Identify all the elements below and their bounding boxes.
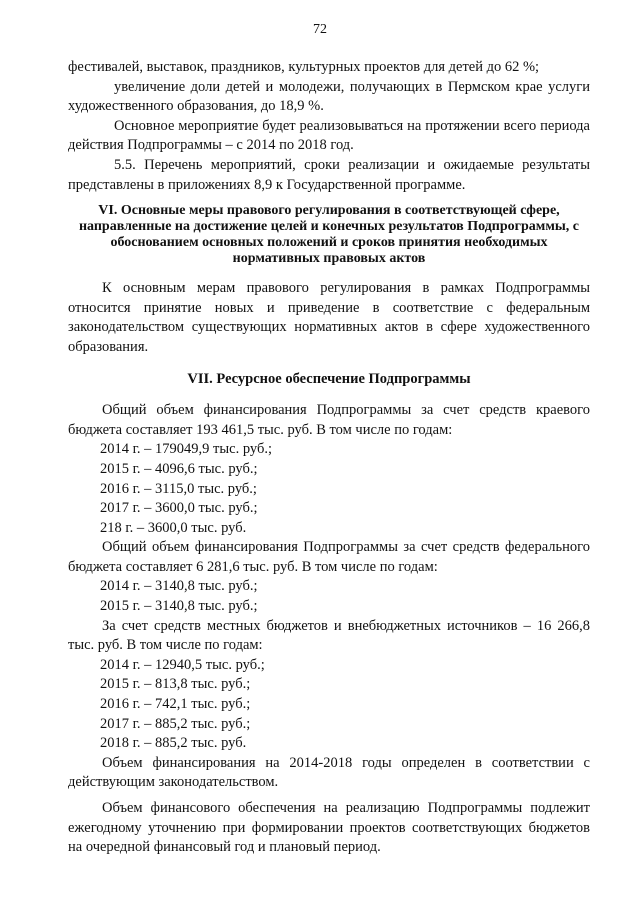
paragraph-local-funding: За счет средств местных бюджетов и внебюджетных источников – 16 266,8 тыс. руб. В том числе по годам: (68, 617, 590, 654)
paragraph-increase-share: увеличение доли детей и молодежи, получающих в Пермском крае услуги художественного образования, до 18,9 %. (68, 78, 590, 115)
paragraph-main-event: Основное мероприятие будет реализовываться на протяжении всего периода действия Подпрограммы – с 2014 по 2018 год. (68, 117, 590, 154)
local-years-list (68, 656, 590, 754)
paragraph-legal-measures: К основным мерам правового регулирования в рамках Подпрограммы относится принятие новых и приведение в соответствие с федеральным законодательством существующих нормативных актов в сфере художественного образования. (68, 280, 590, 355)
page-content (68, 58, 590, 858)
section-7-heading: VII. Ресурсное обеспечение Подпрограммы (187, 370, 471, 387)
page-number: 72 (313, 22, 327, 37)
paragraph-annual-update: Объем финансового обеспечения на реализацию Подпрограммы подлежит ежегодному уточнению при формировании проектов соответствующих бюджетов на очередной финансовый год и плановый период. (68, 800, 590, 856)
regional-year-line: 2015 г. – 4096,6 тыс. руб.; (100, 460, 258, 477)
paragraph-regional-funding: Общий объем финансирования Подпрограммы за счет средств краевого бюджета составляет 193 461,5 тыс. руб. В том числе по годам: (68, 402, 590, 438)
regional-year-line: 218 г. – 3600,0 тыс. руб. (100, 519, 247, 536)
paragraph-funding-volume: Объем финансирования на 2014-2018 годы определен в соответствии с действующим законодательством. (68, 754, 590, 791)
local-year-line: 2017 г. – 885,2 тыс. руб.; (100, 715, 251, 732)
federal-year-line: 2015 г. – 3140,8 тыс. руб.; (100, 598, 258, 615)
paragraph-festivals: фестивалей, выставок, праздников, культурных проектов для детей до 62 %; (68, 59, 540, 75)
regional-year-line: 2017 г. – 3600,0 тыс. руб.; (100, 500, 258, 517)
federal-year-line: 2014 г. – 3140,8 тыс. руб.; (100, 578, 258, 595)
regional-year-line: 2016 г. – 3115,0 тыс. руб.; (100, 480, 257, 497)
federal-years-list (68, 577, 590, 616)
regional-year-line: 2014 г. – 179049,9 тыс. руб.; (100, 441, 272, 458)
local-year-line: 2015 г. – 813,8 тыс. руб.; (100, 676, 251, 693)
local-year-line: 2016 г. – 742,1 тыс. руб.; (100, 696, 251, 713)
paragraph-5-5: 5.5. Перечень мероприятий, сроки реализации и ожидаемые результаты представлены в приложениях 8,9 к Государственной программе. (68, 156, 590, 193)
paragraph-federal-funding: Общий объем финансирования Подпрограммы за счет средств федерального бюджета составляет 6 281,6 тыс. руб. В том числе по годам: (68, 539, 590, 575)
section-6-heading: VI. Основные меры правового регулирования в соответствующей сфере, направленные на достижение целей и конечных результатов Подпрограммы, с обоснованием основных положений и сроков принятия необходимых нормативных правовых актов (78, 203, 580, 267)
local-year-line: 2014 г. – 12940,5 тыс. руб.; (100, 656, 265, 673)
local-year-line: 2018 г. – 885,2 тыс. руб. (100, 735, 247, 752)
regional-years-list (68, 440, 590, 538)
